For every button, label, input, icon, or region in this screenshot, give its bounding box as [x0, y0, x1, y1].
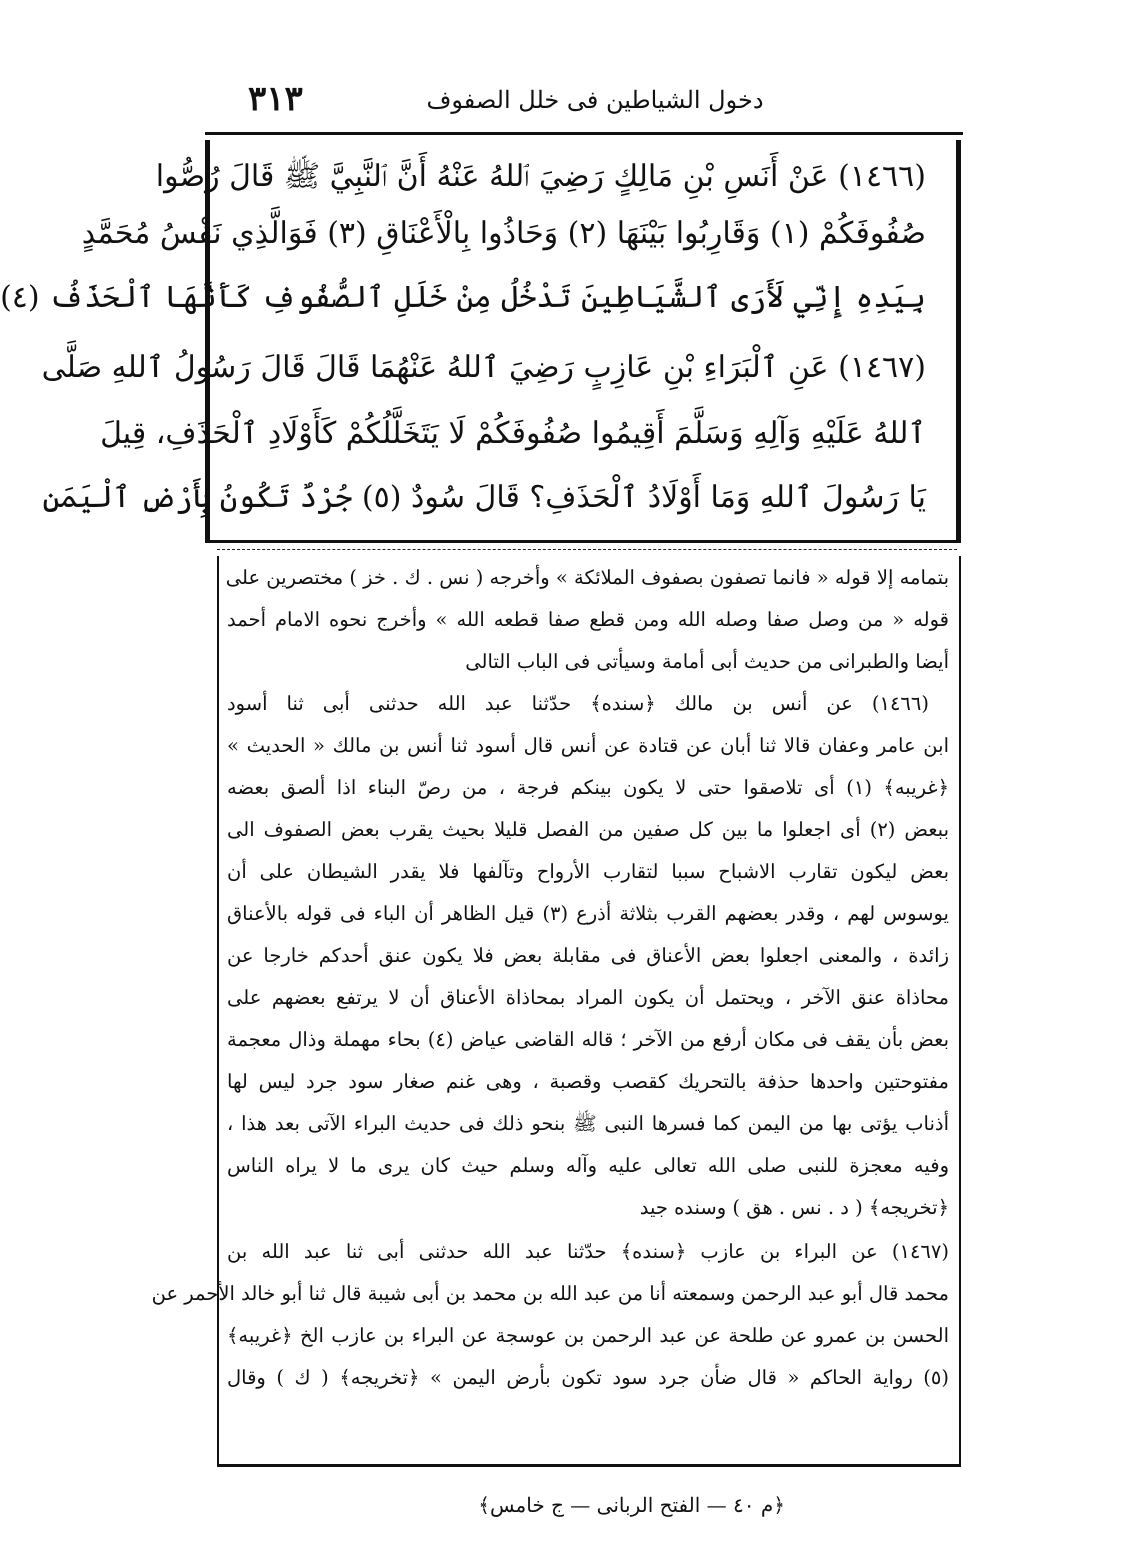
- commentary-box: [151, 556, 961, 1467]
- commentary-line: الحسن بن عمرو عن طلحة عن عبد الرحمن بن عوسجة عن البراء بن عازب الخ ﴿غريبه﴾: [227, 1324, 949, 1347]
- hadith-line-5: ٱللهُ عَلَيْهِ وَآلِهِ وَسَلَّمَ أَقِيمُوا صُفُوفَكُمْ لَا يَتَخَلَّلُكُمْ كَأَوْلَادِ ٱلْحَذَفِ، قِيلَ: [100, 416, 926, 451]
- hadith-line-4: (١٤٦٧) عَنِ ٱلْبَرَاءِ بْنِ عَازِبٍ رَضِيَ ٱللهُ عَنْهُمَا قَالَ قَالَ رَسُولُ ٱللهِ صَلَّى: [41, 350, 926, 385]
- commentary-line: أيضا والطبرانى من حديث أبى أمامة وسيأتى فى الباب التالى: [465, 650, 949, 673]
- footer-signature: ﴿م ٤٠ — الفتح الربانى — ج خامس﴾: [478, 1493, 785, 1517]
- hadith-line-3: بِيَدِهِ إِنِّي لَأَرَى ٱلشَّيَاطِينَ تَدْخُلُ مِنْ خَلَلِ ٱلصُّفُوفِ كَأَنَّهَا ٱلْحَذَفُ (٤): [0, 280, 926, 315]
- running-header-title: دخول الشياطين فى خلل الصفوف: [426, 86, 764, 114]
- header-rule: [205, 132, 963, 135]
- section-divider: [217, 549, 957, 550]
- commentary-line: ﴿تخريجه﴾ ( د . نس . هق ) وسنده جيد: [639, 1196, 949, 1219]
- commentary-line: (١٤٦٧) عن البراء بن عازب ﴿سنده﴾ حدّثنا عبد الله حدثنى أبى ثنا عبد الله بن: [227, 1240, 949, 1263]
- hadith-line-6: يَا رَسُولَ ٱللهِ وَمَا أَوْلَادُ ٱلْحَذَفِ؟ قَالَ سُودٌ (٥) جُرْدٌ تَكُونُ بِأَرْضِ ٱلْيَمَنِ: [42, 480, 926, 515]
- commentary-line: بتمامه إلا قوله « فانما تصفون بصفوف الملائكة » وأخرجه ( نس . ك . خز ) مختصرين على: [225, 566, 949, 589]
- commentary-line: أذناب يؤتى بها من اليمن كما فسرها النبى ﷺ بنحو ذلك فى حديث البراء الآتى بعد هذا ،: [227, 1112, 949, 1135]
- commentary-line: ابن عامر وعفان قالا ثنا أبان عن قتادة عن أنس قال أسود ثنا أنس بن مالك « الحديث »: [227, 734, 949, 757]
- commentary-line: مفتوحتين واحدها حذفة بالتحريك كقصب وقصبة ، وهى غنم صغار سود جرد ليس لها: [227, 1070, 949, 1093]
- commentary-line: قوله « من وصل صفا وصله الله ومن قطع صفا قطعه الله » وأخرج نحوه الامام أحمد: [227, 608, 949, 631]
- hadith-line-1: (١٤٦٦) عَنْ أَنَسِ بْنِ مَالِكٍ رَضِيَ ٱللهُ عَنْهُ أَنَّ ٱلنَّبِيَّ ﷺ قَالَ رُصُّوا: [155, 159, 926, 194]
- commentary-line: (٥) رواية الحاكم « قال ضأن جرد سود تكون بأرض اليمن » ﴿تخريجه﴾ ( ك ) وقال: [227, 1366, 949, 1389]
- commentary-line: محاذاة عنق الآخر ، ويحتمل أن يكون المراد بمحاذاة الأعناق أن لا يرتفع بعضهم على: [227, 986, 949, 1009]
- commentary-line: (١٤٦٦) عن أنس بن مالك ﴿سنده﴾ حدّثنا عبد الله حدثنى أبى ثنا أسود: [227, 692, 929, 715]
- commentary-line: محمد قال أبو عبد الرحمن وسمعته أنا من عبد الله بن محمد بن أبى شيبة قال ثنا أبو خالد الأحمر عن: [151, 1282, 949, 1305]
- page-number: ٣١٣: [248, 79, 303, 119]
- commentary-line: بعض ليكون تقارب الاشباح سببا لتقارب الأرواح وتآلفها فلا يقدر الشيطان على أن: [227, 860, 949, 883]
- hadith-line-2: صُفُوفَكُمْ (١) وَقَارِبُوا بَيْنَهَا (٢) وَحَاذُوا بِالْأَعْنَاقِ (٣) فَوَالَّذِي نَفْسُ مُحَمَّدٍ: [81, 216, 926, 251]
- commentary-line: ببعض (٢) أى اجعلوا ما بين كل صفين من الفصل قليلا بحيث يقرب بعض الصفوف الى: [227, 818, 949, 841]
- commentary-line: يوسوس لهم ، وقدر بعضهم القرب بثلاثة أذرع (٣) قيل الظاهر أن الباء فى قوله بالأعناق: [227, 902, 949, 925]
- commentary-line: وفيه معجزة للنبى صلى الله تعالى عليه وآله وسلم حيث كان يرى ما لا يراه الناس: [227, 1154, 949, 1177]
- hadith-text-box: [0, 140, 961, 543]
- commentary-line: ﴿غريبه﴾ (١) أى تلاصقوا حتى لا يكون بينكم فرجة ، من رصّ البناء اذا ألصق بعضه: [227, 776, 949, 799]
- commentary-line: زائدة ، والمعنى اجعلوا بعض الأعناق فى مقابلة بعض فلا يكون عنق أحدكم خارجا عن: [227, 944, 949, 967]
- commentary-line: بعض بأن يقف فى مكان أرفع من الآخر ؛ قاله القاضى عياض (٤) بحاء مهملة وذال معجمة: [227, 1028, 949, 1051]
